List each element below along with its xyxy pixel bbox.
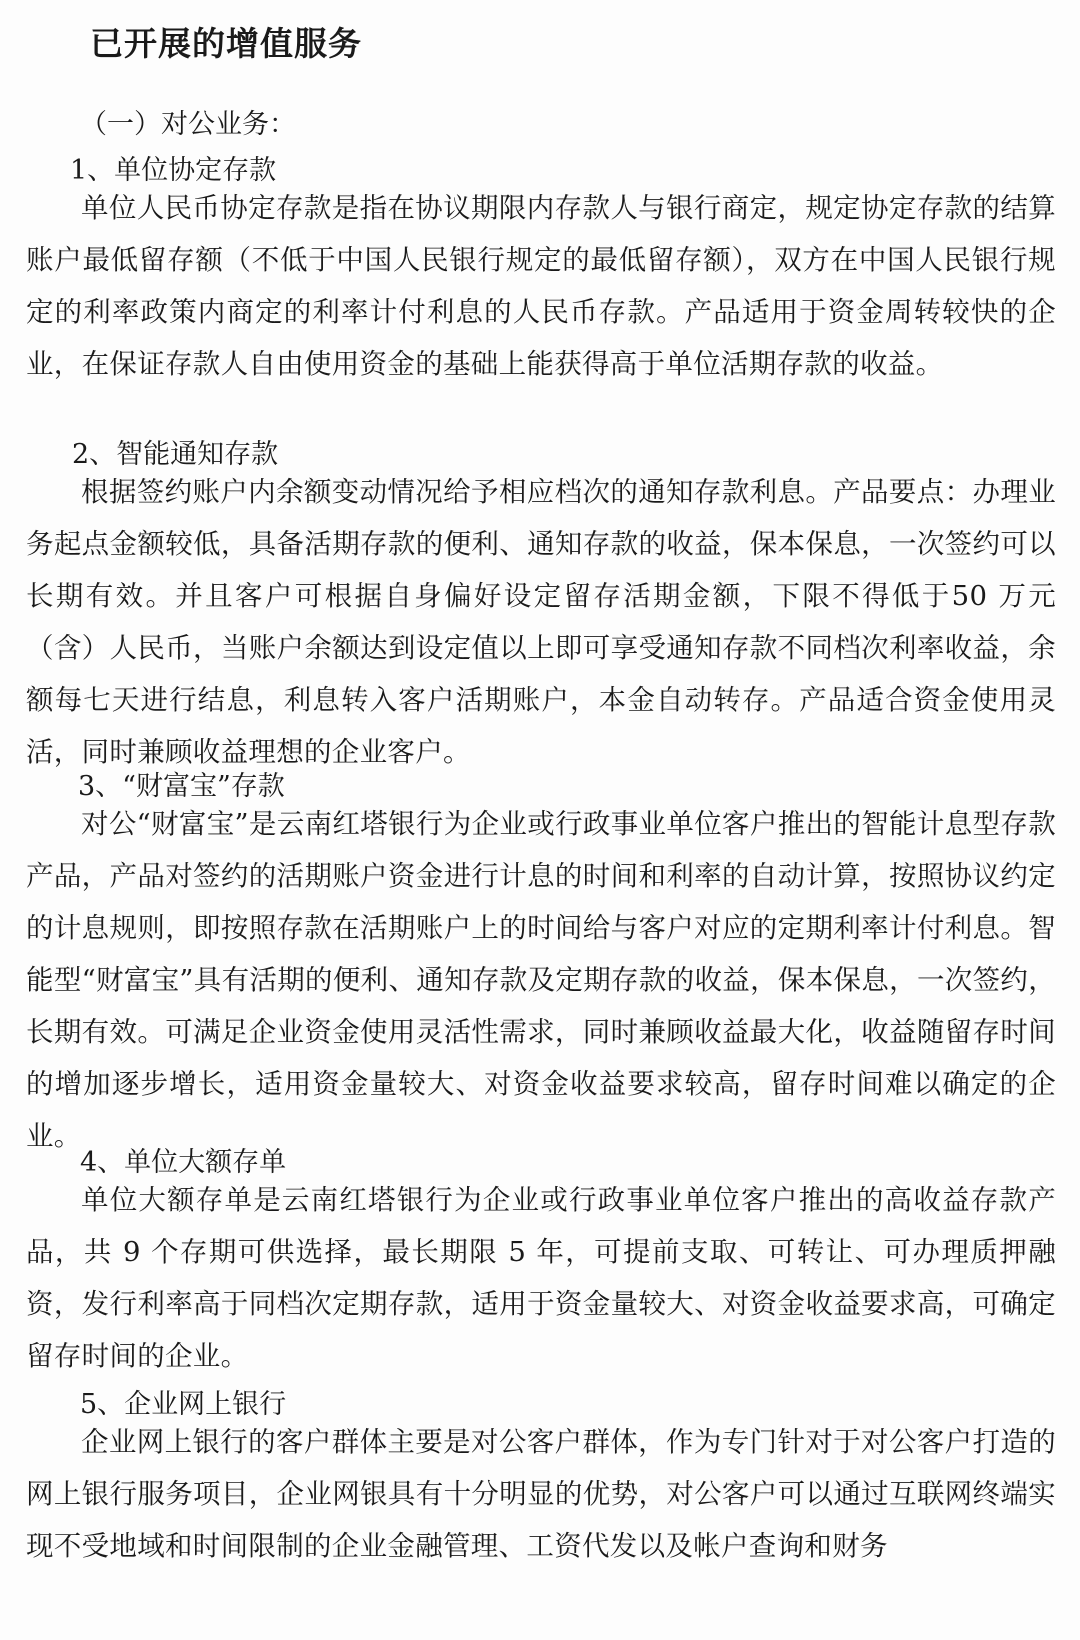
section-body-3: 对公“财富宝”是云南红塔银行为企业或行政事业单位客户推出的智能计息型存款产品，产品对签约的活期账户资金进行计息的时间和利率的自动计算，按照协议约定的计息规则，即按照存款在活期账户上的时间给与客户对应的定期利率计付利息。智能型“财富宝”具有活期的便利、通知存款及定期存款的收益，保本保息，一次签约，长期有效。可满足企业资金使用灵活性需求，同时兼顾收益最大化，收益随留存时间的增加逐步增长，适用资金量较大、对资金收益要求较高，留存时间难以确定的企业。 [26,808,1056,1152]
section-body-4: 单位大额存单是云南红塔银行为企业或行政事业单位客户推出的高收益存款产品，共 9 个存期可供选择，最长期限 5 年，可提前支取、可转让、可办理质押融资，发行利率高于同档次定期存款，适用于资金量较大、对资金收益要求高，可确定留存时间的企业。 [26,1184,1056,1372]
section-heading-1: 1、单位协定存款 [70,155,277,186]
section-heading-3: 3、“财富宝”存款 [78,771,285,802]
section-heading-4: 4、单位大额存单 [80,1147,287,1178]
section-heading-2: 2、智能通知存款 [72,439,279,470]
section-body-1: 单位人民币协定存款是指在协议期限内存款人与银行商定，规定协定存款的结算账户最低留存额（不低于中国人民银行规定的最低留存额），双方在中国人民银行规定的利率政策内商定的利率计付利息的人民币存款。产品适用于资金周转较快的企业，在保证存款人自由使用资金的基础上能获得高于单位活期存款的收益。 [26,192,1056,380]
page-title: 已开展的增值服务 [90,24,362,63]
section-body-5: 企业网上银行的客户群体主要是对公客户群体，作为专门针对于对公客户打造的网上银行服务项目，企业网银具有十分明显的优势，对公客户可以通过互联网终端实现不受地域和时间限制的企业金融管理、工资代发以及帐户查询和财务 [26,1426,1056,1562]
section-body-2: 根据签约账户内余额变动情况给予相应档次的通知存款利息。产品要点：办理业务起点金额较低，具备活期存款的便利、通知存款的收益，保本保息，一次签约可以长期有效。并且客户可根据自身偏好设定留存活期金额，下限不得低于50 万元（含）人民币，当账户余额达到设定值以上即可享受通知存款不同档次利率收益，余额每七天进行结息，利息转入客户活期账户，本金自动转存。产品适合资金使用灵活，同时兼顾收益理想的企业客户。 [26,476,1056,768]
section-subhead: （一）对公业务： [80,109,296,140]
section-heading-5: 5、企业网上银行 [80,1389,287,1420]
